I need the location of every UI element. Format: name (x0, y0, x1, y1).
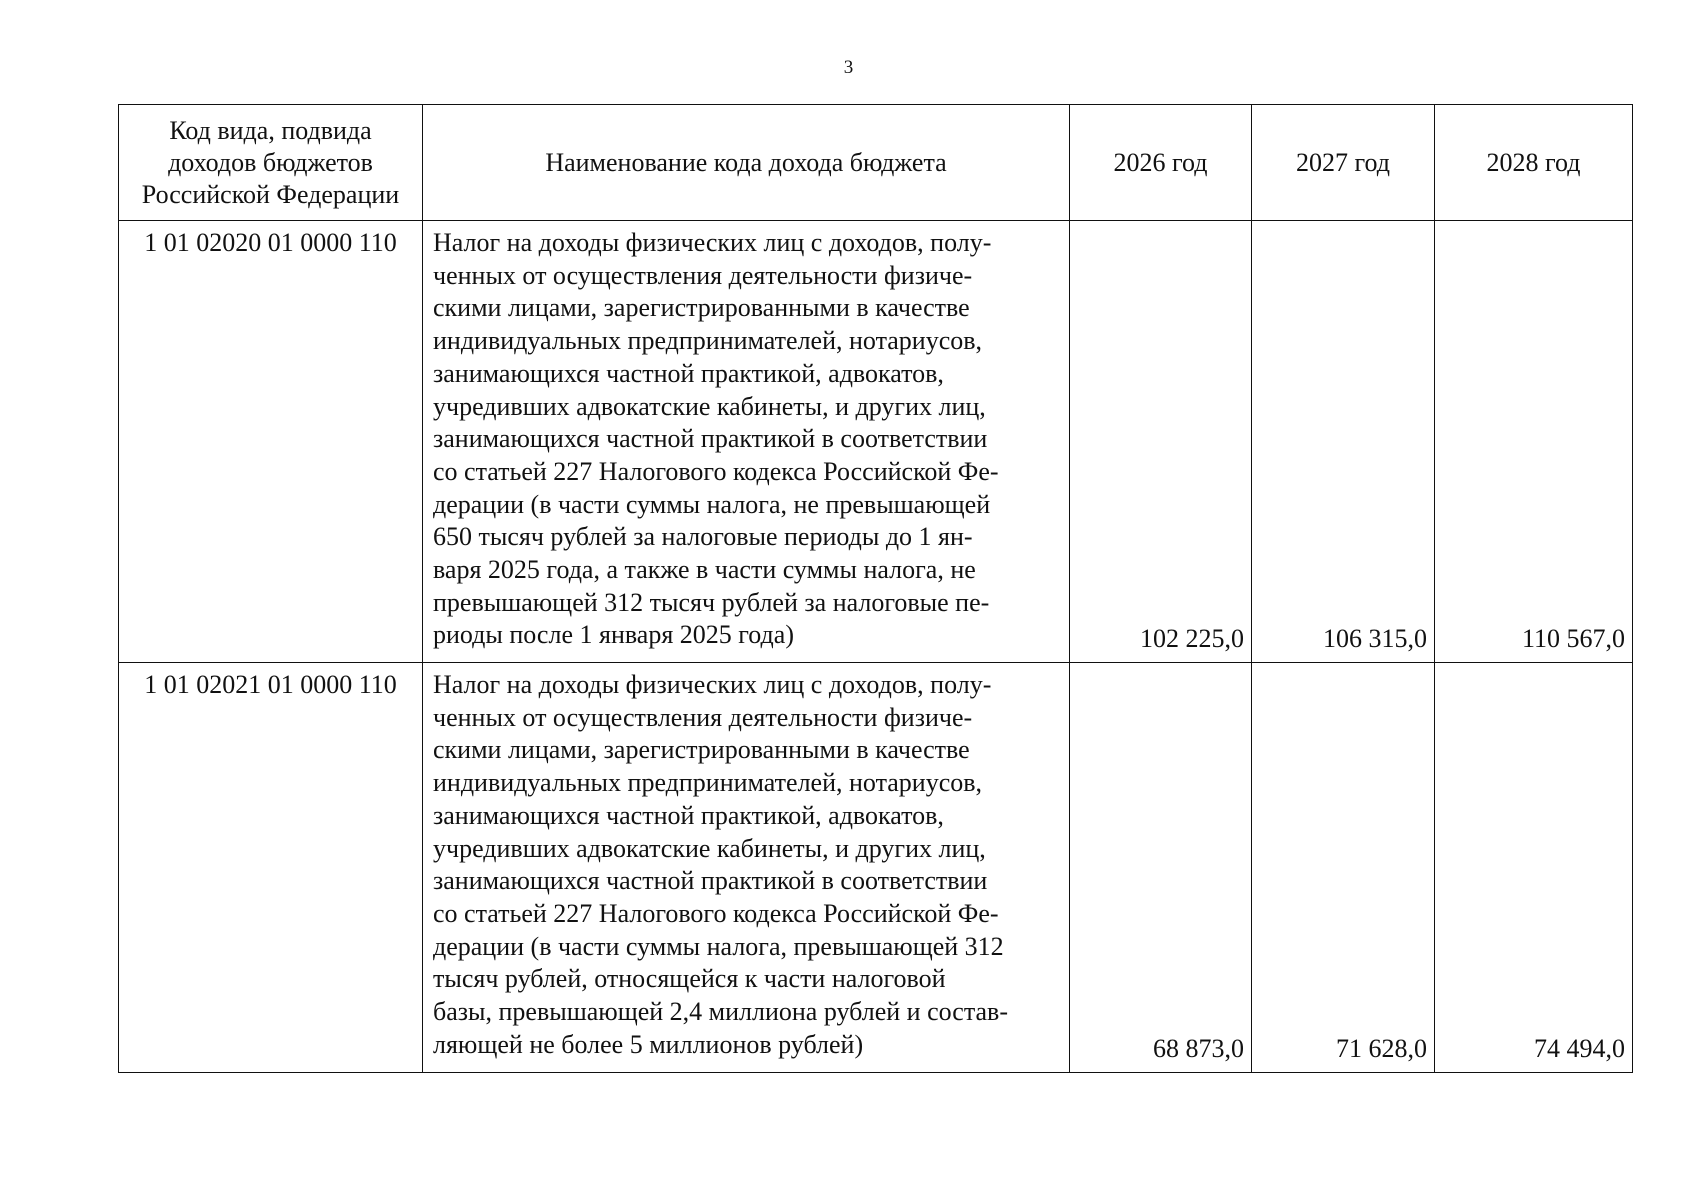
income-name-line: базы, превышающей 2,4 миллиона рублей и состав- (433, 997, 1008, 1027)
income-name-line: учредивших адвокатские кабинеты, и других лиц, (433, 833, 986, 863)
value-2026: 68 873,0 (1070, 663, 1252, 1073)
value-2026: 102 225,0 (1070, 221, 1252, 663)
income-code: 1 01 02020 01 0000 110 (119, 221, 423, 663)
income-name-line: со статьей 227 Налогового кодекса Российской Фе- (433, 898, 999, 928)
income-name-line: Налог на доходы физических лиц с доходов, полу- (433, 670, 992, 699)
income-name-line: учредивших адвокатские кабинеты, и других лиц, (433, 391, 986, 421)
table-header-row (119, 105, 1633, 221)
income-name-line: ченных от осуществления деятельности физиче- (433, 702, 973, 732)
page-number: 3 (843, 57, 854, 78)
revenue-table (118, 104, 1633, 1073)
value-2028: 110 567,0 (1435, 221, 1633, 663)
header-2027: 2027 год (1252, 105, 1435, 221)
income-name (423, 221, 1070, 663)
income-name-line: занимающихся частной практикой, адвокатов, (433, 800, 944, 830)
income-name-line: со статьей 227 Налогового кодекса Российской Фе- (433, 456, 999, 486)
income-code: 1 01 02021 01 0000 110 (119, 663, 423, 1073)
income-name-line: ченных от осуществления деятельности физиче- (433, 260, 973, 290)
income-name-line: занимающихся частной практикой в соответствии (433, 424, 988, 454)
income-name-line: занимающихся частной практикой, адвокатов, (433, 358, 944, 388)
income-name-line: дерации (в части суммы налога, превышающей 312 (433, 931, 1004, 961)
value-2027: 106 315,0 (1252, 221, 1435, 663)
income-name-line: риоды после 1 января 2025 года) (433, 620, 794, 650)
income-name-line: тысяч рублей, относящейся к части налоговой (433, 964, 946, 994)
income-name-line: 650 тысяч рублей за налоговые периоды до 1 ян- (433, 522, 973, 552)
income-name-line: варя 2025 года, а также в части суммы налога, не (433, 555, 976, 585)
value-2027: 71 628,0 (1252, 663, 1435, 1073)
income-name (423, 663, 1070, 1073)
income-name-line: скими лицами, зарегистрированными в качестве (433, 293, 970, 323)
income-name-line: Налог на доходы физических лиц с доходов, полу- (433, 228, 992, 257)
income-name-line: индивидуальных предпринимателей, нотариусов, (433, 326, 983, 356)
table-row (119, 221, 1633, 663)
header-2028: 2028 год (1435, 105, 1633, 221)
income-name-line: индивидуальных предпринимателей, нотариусов, (433, 768, 983, 798)
income-name-line: превышающей 312 тысяч рублей за налоговые пе- (433, 587, 990, 617)
income-name-line: скими лицами, зарегистрированными в качестве (433, 735, 970, 765)
income-name-line: дерации (в части суммы налога, не превышающей (433, 489, 991, 519)
header-2026: 2026 год (1070, 105, 1252, 221)
value-2028: 74 494,0 (1435, 663, 1633, 1073)
table-row (119, 663, 1633, 1073)
header-code: Код вида, подвида доходов бюджетов Российской Федерации (119, 105, 423, 221)
header-name: Наименование кода дохода бюджета (423, 105, 1070, 221)
income-name-line: занимающихся частной практикой в соответствии (433, 866, 988, 896)
income-name-line: ляющей не более 5 миллионов рублей) (433, 1029, 864, 1059)
